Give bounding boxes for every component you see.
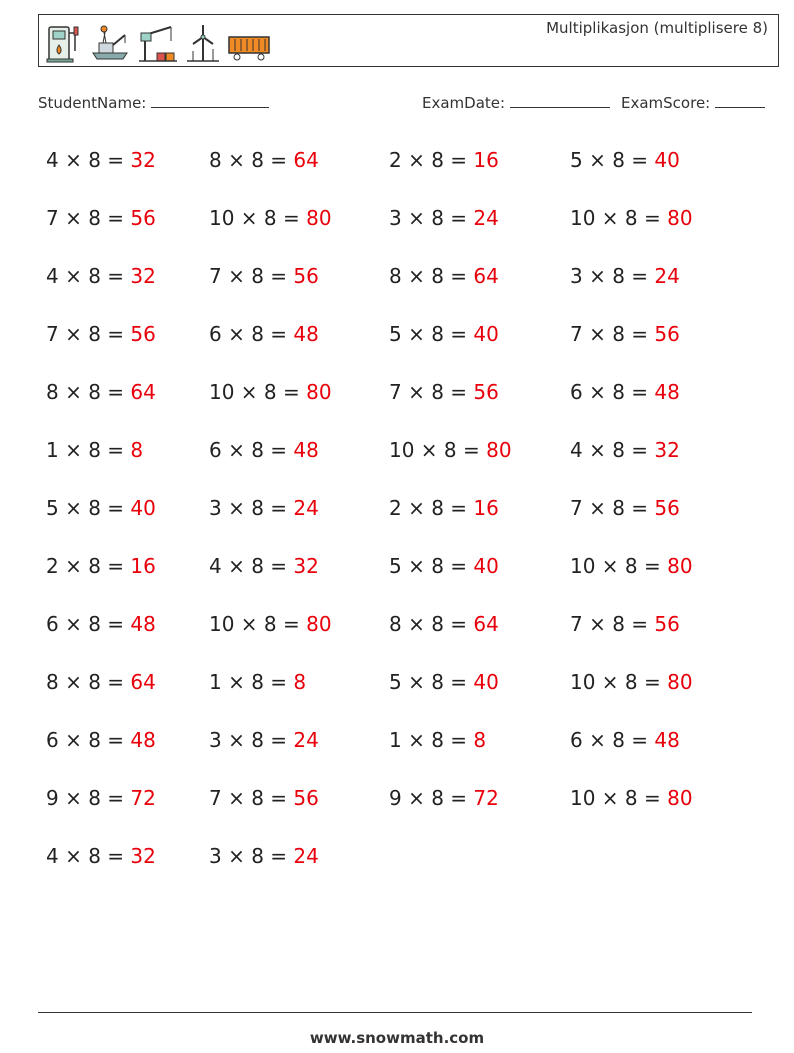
exam-score-label: ExamScore: xyxy=(621,94,711,112)
problem-answer: 80 xyxy=(486,438,512,462)
problem-question: 2 × 8 = xyxy=(389,148,468,172)
problem-question: 1 × 8 = xyxy=(46,438,125,462)
problem-question: 10 × 8 = xyxy=(389,438,480,462)
problem-answer: 80 xyxy=(306,206,332,230)
problem-item xyxy=(389,148,499,172)
problem-answer: 80 xyxy=(306,380,332,404)
problem-item xyxy=(46,496,156,520)
problem-item xyxy=(570,206,693,230)
problem-question: 3 × 8 = xyxy=(570,264,649,288)
problem-question: 5 × 8 = xyxy=(389,322,468,346)
problem-item xyxy=(389,612,499,636)
problem-question: 5 × 8 = xyxy=(46,496,125,520)
worksheet-header xyxy=(38,14,779,67)
problem-question: 8 × 8 = xyxy=(389,264,468,288)
problem-question: 4 × 8 = xyxy=(46,264,125,288)
problem-item xyxy=(46,670,156,694)
problem-question: 6 × 8 = xyxy=(570,728,649,752)
problem-answer: 16 xyxy=(473,496,499,520)
problem-question: 7 × 8 = xyxy=(570,496,649,520)
problem-question: 6 × 8 = xyxy=(46,728,125,752)
problem-question: 10 × 8 = xyxy=(209,612,300,636)
fuel-pump-icon xyxy=(45,23,83,63)
problem-item xyxy=(209,496,319,520)
problem-question: 3 × 8 = xyxy=(209,496,288,520)
problem-item xyxy=(570,786,693,810)
problem-question: 10 × 8 = xyxy=(570,670,661,694)
problem-answer: 24 xyxy=(293,844,319,868)
exam-score-field xyxy=(621,93,765,112)
problem-item xyxy=(209,844,319,868)
problem-answer: 24 xyxy=(293,496,319,520)
problem-answer: 56 xyxy=(473,380,499,404)
problem-question: 4 × 8 = xyxy=(209,554,288,578)
problem-answer: 56 xyxy=(130,206,156,230)
problem-answer: 24 xyxy=(293,728,319,752)
problem-item xyxy=(46,786,156,810)
problem-answer: 40 xyxy=(473,322,499,346)
problem-item xyxy=(46,380,156,404)
problem-answer: 48 xyxy=(654,380,680,404)
problem-item xyxy=(389,728,486,752)
problem-question: 10 × 8 = xyxy=(570,206,661,230)
problem-question: 9 × 8 = xyxy=(46,786,125,810)
problem-question: 8 × 8 = xyxy=(46,380,125,404)
problem-answer: 80 xyxy=(667,786,693,810)
problem-question: 7 × 8 = xyxy=(209,786,288,810)
problem-answer: 56 xyxy=(654,496,680,520)
exam-date-field xyxy=(422,93,610,112)
freight-wagon-icon xyxy=(227,23,271,63)
problem-question: 10 × 8 = xyxy=(570,554,661,578)
problem-item xyxy=(570,322,680,346)
problem-answer: 40 xyxy=(473,554,499,578)
problem-question: 2 × 8 = xyxy=(389,496,468,520)
problem-answer: 80 xyxy=(306,612,332,636)
problem-item xyxy=(46,322,156,346)
problem-question: 4 × 8 = xyxy=(570,438,649,462)
problem-question: 5 × 8 = xyxy=(570,148,649,172)
problem-answer: 32 xyxy=(130,844,156,868)
problem-question: 7 × 8 = xyxy=(46,206,125,230)
problem-question: 7 × 8 = xyxy=(209,264,288,288)
problem-item xyxy=(570,496,680,520)
problem-answer: 56 xyxy=(293,264,319,288)
problem-item xyxy=(389,554,499,578)
problem-answer: 56 xyxy=(130,322,156,346)
problem-item xyxy=(46,264,156,288)
problem-answer: 64 xyxy=(130,670,156,694)
problem-question: 8 × 8 = xyxy=(209,148,288,172)
problem-question: 5 × 8 = xyxy=(389,554,468,578)
problem-item xyxy=(209,728,319,752)
problem-answer: 64 xyxy=(473,264,499,288)
problem-answer: 32 xyxy=(654,438,680,462)
problem-item xyxy=(46,554,156,578)
wind-turbine-icon xyxy=(185,23,221,63)
worksheet-title: Multiplikasjon (multiplisere 8) xyxy=(546,19,768,37)
oil-rig-icon xyxy=(89,23,131,63)
problem-item xyxy=(209,322,319,346)
problem-item xyxy=(389,786,499,810)
problem-answer: 64 xyxy=(293,148,319,172)
problem-item xyxy=(389,670,499,694)
problem-question: 3 × 8 = xyxy=(209,728,288,752)
problem-answer: 72 xyxy=(130,786,156,810)
problem-question: 6 × 8 = xyxy=(209,438,288,462)
problem-question: 6 × 8 = xyxy=(46,612,125,636)
problem-item xyxy=(389,438,512,462)
problem-question: 7 × 8 = xyxy=(570,322,649,346)
problem-item xyxy=(570,264,680,288)
problem-item xyxy=(209,670,306,694)
footer-divider xyxy=(38,1012,752,1013)
problem-answer: 24 xyxy=(654,264,680,288)
problem-question: 4 × 8 = xyxy=(46,148,125,172)
problem-question: 5 × 8 = xyxy=(389,670,468,694)
problem-item xyxy=(570,670,693,694)
problem-answer: 48 xyxy=(293,438,319,462)
problem-question: 6 × 8 = xyxy=(209,322,288,346)
problem-answer: 32 xyxy=(293,554,319,578)
problem-question: 1 × 8 = xyxy=(209,670,288,694)
problem-item xyxy=(570,148,680,172)
problem-answer: 16 xyxy=(130,554,156,578)
problem-answer: 56 xyxy=(654,612,680,636)
exam-score-line[interactable] xyxy=(715,93,765,108)
problem-answer: 40 xyxy=(130,496,156,520)
problem-item xyxy=(389,496,499,520)
problem-item xyxy=(389,264,499,288)
exam-date-line[interactable] xyxy=(510,93,610,108)
crane-icon xyxy=(137,23,179,63)
problem-item xyxy=(209,786,319,810)
problem-item xyxy=(570,554,693,578)
problem-answer: 40 xyxy=(473,670,499,694)
problem-item xyxy=(46,206,156,230)
student-name-line[interactable] xyxy=(151,93,269,108)
problem-answer: 80 xyxy=(667,206,693,230)
problem-question: 2 × 8 = xyxy=(46,554,125,578)
problem-answer: 32 xyxy=(130,264,156,288)
problem-item xyxy=(46,148,156,172)
problem-answer: 72 xyxy=(473,786,499,810)
problem-answer: 56 xyxy=(654,322,680,346)
problem-answer: 48 xyxy=(130,612,156,636)
problem-item xyxy=(209,438,319,462)
problem-item xyxy=(389,206,499,230)
problem-question: 1 × 8 = xyxy=(389,728,468,752)
problem-question: 3 × 8 = xyxy=(209,844,288,868)
problem-question: 10 × 8 = xyxy=(209,206,300,230)
student-name-field xyxy=(38,93,269,112)
problem-answer: 80 xyxy=(667,554,693,578)
problem-item xyxy=(389,380,499,404)
problem-item xyxy=(209,612,332,636)
problem-item xyxy=(570,438,680,462)
problem-question: 7 × 8 = xyxy=(570,612,649,636)
problem-item xyxy=(46,438,143,462)
problem-answer: 24 xyxy=(473,206,499,230)
problem-answer: 48 xyxy=(654,728,680,752)
exam-date-label: ExamDate: xyxy=(422,94,506,112)
header-icons xyxy=(45,19,271,63)
problem-question: 8 × 8 = xyxy=(46,670,125,694)
problem-item xyxy=(570,380,680,404)
problem-answer: 64 xyxy=(473,612,499,636)
problem-answer: 40 xyxy=(654,148,680,172)
problem-answer: 32 xyxy=(130,148,156,172)
problem-answer: 56 xyxy=(293,786,319,810)
problem-answer: 80 xyxy=(667,670,693,694)
problem-answer: 16 xyxy=(473,148,499,172)
problem-item xyxy=(46,844,156,868)
footer-url: www.snowmath.com xyxy=(309,1029,485,1047)
problem-answer: 48 xyxy=(293,322,319,346)
problem-item xyxy=(46,728,156,752)
problem-answer: 48 xyxy=(130,728,156,752)
problem-item xyxy=(209,380,332,404)
problem-question: 8 × 8 = xyxy=(389,612,468,636)
problem-item xyxy=(570,612,680,636)
problem-item xyxy=(209,148,319,172)
problem-question: 3 × 8 = xyxy=(389,206,468,230)
problem-question: 7 × 8 = xyxy=(389,380,468,404)
problem-item xyxy=(570,728,680,752)
problem-answer: 8 xyxy=(473,728,487,752)
problem-item xyxy=(389,322,499,346)
problem-question: 6 × 8 = xyxy=(570,380,649,404)
problem-item xyxy=(209,206,332,230)
problem-question: 7 × 8 = xyxy=(46,322,125,346)
problem-question: 4 × 8 = xyxy=(46,844,125,868)
problem-answer: 8 xyxy=(130,438,144,462)
problem-question: 10 × 8 = xyxy=(209,380,300,404)
problem-item xyxy=(209,264,319,288)
problem-answer: 64 xyxy=(130,380,156,404)
problem-question: 10 × 8 = xyxy=(570,786,661,810)
student-name-label: StudentName: xyxy=(38,94,147,112)
problem-item xyxy=(46,612,156,636)
problem-item xyxy=(209,554,319,578)
problem-question: 9 × 8 = xyxy=(389,786,468,810)
problem-answer: 8 xyxy=(293,670,307,694)
